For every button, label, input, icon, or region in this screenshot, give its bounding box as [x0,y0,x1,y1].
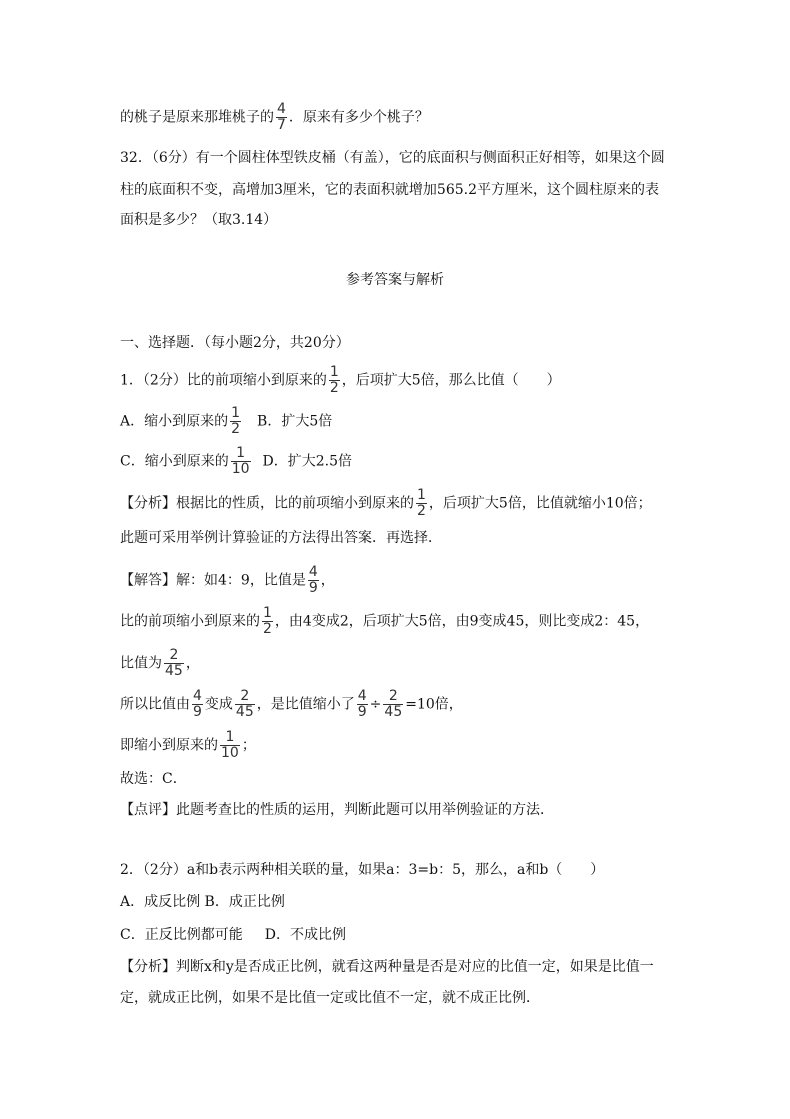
q32-line-3: 面积是多少？（取3.14） [120,212,278,228]
q2-options-cd: C．正反比例都可能 D．不成比例 [120,927,346,943]
q2-options-ab: A．成反比例 B．成正比例 [120,894,285,910]
q31-continuation [120,102,429,133]
q1-solution-1: 【解答】解：如4：9，比值是 $\frac{4}{9}$ ， [120,564,335,596]
q1-answer: 故选：C． [120,771,187,787]
q31-text-a: 的桃子是原来那堆桃子的 [120,109,274,126]
q1-options-cd: C．缩小到原来的 $\frac{1}{10}$ D．扩大2.5倍 [120,445,353,477]
q32-line-2: 柱的底面积不变，高增加3厘米，它的表面积就增加565.2平方厘米，这个圆柱原来的表 [120,182,659,198]
q2-analysis-2: 定，就成正比例，如果不是比值一定或比值不一定，就不成正比例． [120,990,540,1006]
q2-analysis-1: 【分析】判断x和y是否成正比例，就看这两种量是否是对应的比值一定，如果是比值一 [120,959,654,975]
fraction: $\frac{4}{7}$ [277,101,286,133]
fraction: $\frac{1}{10}$ [221,729,239,761]
fraction: $\frac{1}{2}$ [231,405,241,437]
answer-heading: 参考答案与解析 [346,272,444,288]
fraction: $\frac{1}{10}$ [231,445,250,477]
q1-solution-4: 所以比值由 $\frac{4}{9}$ 变成 $\frac{2}{45}$ ，是比值缩小了 $\frac{4}{9}$ ÷ $\frac{2}{45}$ =10倍， [120,688,463,720]
fraction: $\frac{4}{9}$ [193,688,202,720]
q1-comment: 【点评】此题考查比的性质的运用，判断此题可以用举例验证的方法． [120,802,554,818]
q1-analysis: 【分析】根据比的性质，比的前项缩小到原来的 $\frac{1}{2}$ ，后项扩大5倍，比值就缩小10倍； [120,487,652,519]
fraction: $\frac{4}{9}$ [308,564,318,596]
fraction: $\frac{2}{45}$ [165,647,183,679]
fraction: $\frac{2}{45}$ [235,688,254,720]
section-title: 一、选择题．（每小题2分，共20分） [120,335,350,351]
fraction: $\frac{2}{45}$ [384,688,403,720]
fraction: $\frac{1}{2}$ [417,487,426,519]
fraction: $\frac{1}{2}$ [263,605,272,637]
q32-line-1: 32．（6分）有一个圆柱体型铁皮桶（有盖），它的底面积与侧面积正好相等，如果这个圆 [120,150,665,166]
fraction: $\frac{1}{2}$ [329,364,339,396]
q1-solution-3: 比值为 $\frac{2}{45}$ ， [120,647,200,679]
q2-question: 2．（2分）a和b表示两种相关联的量，如果a：3=b：5，那么，a和b（ ） [120,862,605,878]
q1-options-ab: A．缩小到原来的 $\frac{1}{2}$ B．扩大5倍 [120,405,333,437]
q1-solution-2: 比的前项缩小到原来的 $\frac{1}{2}$ ，由4变成2，后项扩大5倍，由9变成45，则比变成2：45， [120,605,650,637]
fraction: $\frac{4}{9}$ [357,688,367,720]
q1-question: 1．（2分）比的前项缩小到原来的 $\frac{1}{2}$ ，后项扩大5倍，那么比值（ ） [120,364,561,396]
q31-text-b: ．原来有多少个桃子？ [288,109,429,126]
q1-analysis-2: 此题可采用举例计算验证的方法得出答案．再选择． [120,530,442,546]
q1-solution-5: 即缩小到原来的 $\frac{1}{10}$ ； [120,729,256,761]
